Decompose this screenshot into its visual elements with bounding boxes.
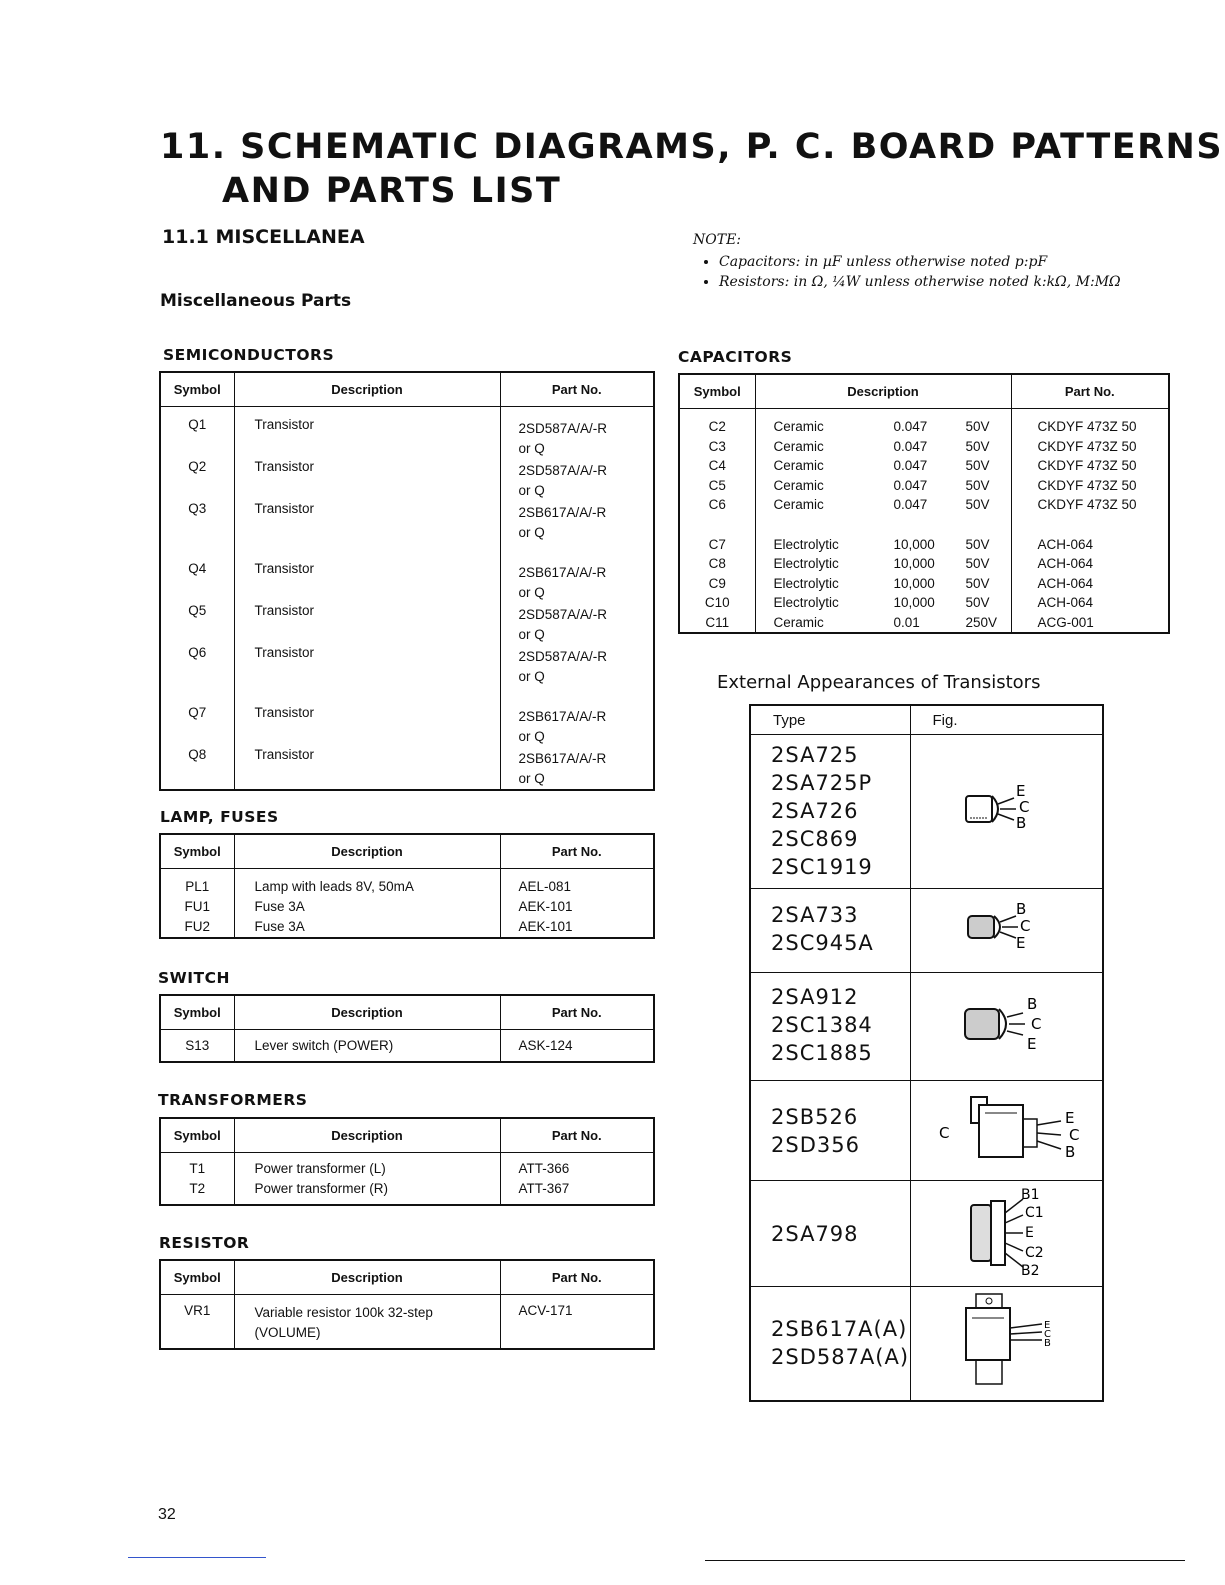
column-header-symbol: Symbol (160, 1260, 234, 1295)
capacitor-symbol: C9 (708, 575, 726, 591)
to92-small-icon (956, 898, 1056, 958)
switch-heading: SWITCH (158, 969, 230, 987)
description-cell: Power transformer (L) Power transformer (R) (234, 1153, 500, 1205)
capacitor-part: ACH-064 (1037, 575, 1094, 591)
page-title-line2: AND PARTS LIST (222, 171, 562, 211)
column-header-symbol: Symbol (160, 834, 234, 869)
capacitor-symbol: C7 (708, 536, 726, 552)
svg-text:C: C (1044, 1328, 1052, 1340)
page-title-line1: 11. SCHEMATIC DIAGRAMS, P. C. BOARD PATTERNS (160, 127, 1224, 167)
capacitors-table (678, 373, 1170, 634)
column-header-part-no: Part No. (1011, 374, 1169, 409)
description-cell: Transistor (234, 645, 500, 705)
table-header-row (160, 1118, 654, 1153)
part-cell: ASK-124 (500, 1030, 654, 1062)
type-list: 2SA912 2SC1384 2SC1885 (750, 973, 910, 1081)
capacitor-part: CKDYF 473Z 50 (1037, 419, 1137, 434)
svg-text:C: C (1031, 1015, 1042, 1033)
description-cell: Transistor (234, 561, 500, 603)
note-list (693, 252, 1121, 292)
column-header-part-no: Part No. (500, 834, 654, 869)
part-cell: AEL-081 AEK-101 AEK-101 (500, 869, 654, 939)
part-cell: 2SD587A/A/-R or Q (500, 459, 654, 501)
part-cell: 2SD587A/A/-R or Q (500, 603, 654, 645)
transistor-figure (910, 889, 1103, 973)
table-header-row (160, 995, 654, 1030)
symbol-cell (679, 409, 755, 634)
footer-rule-left (128, 1557, 266, 1558)
capacitor-part: CKDYF 473Z 50 (1037, 458, 1137, 473)
capacitor-part: ACH-064 (1037, 595, 1094, 610)
column-header-part-no: Part No. (500, 1118, 654, 1153)
page-number: 32 (158, 1506, 176, 1523)
svg-text:E: E (1065, 1109, 1075, 1127)
transistor-figure (910, 973, 1103, 1081)
svg-text:C: C (939, 1124, 950, 1142)
table-row (160, 501, 654, 561)
column-header-description: Description (234, 1118, 500, 1153)
capacitor-description: Electrolytic 10,000 50V (773, 556, 990, 571)
capacitor-part: CKDYF 473Z 50 (1037, 497, 1137, 512)
capacitor-description: Ceramic 0.047 50V (773, 419, 990, 434)
capacitor-description: Electrolytic 10,000 50V (773, 575, 990, 591)
type-list: 2SB617A(A) 2SD587A(A) (750, 1287, 910, 1401)
semiconductors-table (159, 371, 655, 791)
symbol-cell: Q7 (160, 705, 234, 747)
description-cell: Transistor (234, 705, 500, 747)
table-row (750, 1081, 1103, 1181)
note-label: NOTE: (693, 232, 742, 248)
table-row (160, 747, 654, 790)
symbol-cell: Q5 (160, 603, 234, 645)
capacitor-description: Ceramic 0.047 50V (773, 497, 990, 512)
capacitor-symbol: C4 (708, 458, 726, 473)
section-heading: 11.1 MISCELLANEA (162, 226, 365, 248)
table-row (750, 1287, 1103, 1401)
resistor-table (159, 1259, 655, 1350)
footer-rule-right (705, 1560, 1185, 1561)
svg-text:B: B (1016, 900, 1027, 918)
svg-text:C2: C2 (1025, 1245, 1044, 1261)
part-cell: 2SD587A/A/-R or Q (500, 645, 654, 705)
svg-text:C: C (1069, 1126, 1080, 1144)
table-row (160, 705, 654, 747)
symbol-cell: Q3 (160, 501, 234, 561)
column-header-part-no: Part No. (500, 1260, 654, 1295)
transistor-figure (910, 1287, 1103, 1401)
svg-text:E: E (1025, 1225, 1035, 1241)
svg-text:C1: C1 (1025, 1205, 1044, 1221)
symbol-cell: Q6 (160, 645, 234, 705)
part-cell: 2SB617A/A/-R or Q (500, 501, 654, 561)
capacitor-symbol: C5 (708, 477, 726, 493)
description-cell (755, 409, 1011, 634)
table-header-row (679, 374, 1169, 409)
table-row (750, 1181, 1103, 1287)
table-header-row (160, 1260, 654, 1295)
column-header-description: Description (755, 374, 1011, 409)
column-header-description: Description (234, 372, 500, 407)
symbol-cell: T1 T2 (160, 1153, 234, 1205)
column-header-part-no: Part No. (500, 995, 654, 1030)
capacitor-part: CKDYF 473Z 50 (1037, 438, 1137, 454)
table-row (160, 407, 654, 460)
page-title (160, 125, 1223, 213)
svg-text:B: B (1065, 1143, 1076, 1161)
svg-text:B: B (1027, 995, 1038, 1013)
type-list: 2SA733 2SC945A (750, 889, 910, 973)
table-row (160, 459, 654, 501)
part-cell: ACV-171 (500, 1295, 654, 1349)
symbol-cell: Q4 (160, 561, 234, 603)
column-header-description: Description (234, 995, 500, 1030)
part-cell: 2SD587A/A/-R or Q (500, 407, 654, 460)
note-item: • Capacitors: in µF unless otherwise noted p:pF (719, 252, 1121, 272)
capacitor-part: ACH-064 (1037, 556, 1094, 571)
table-row (160, 869, 654, 939)
column-header-symbol: Symbol (160, 372, 234, 407)
capacitor-symbol: C8 (708, 556, 726, 571)
table-row (160, 645, 654, 705)
description-cell: Transistor (234, 501, 500, 561)
to220-vertical-icon (946, 1288, 1066, 1394)
table-row (160, 1295, 654, 1349)
svg-text:E: E (1027, 1035, 1037, 1053)
svg-text:C: C (1020, 917, 1031, 935)
symbol-cell: S13 (160, 1030, 234, 1062)
column-header-part-no: Part No. (500, 372, 654, 407)
capacitor-part: CKDYF 473Z 50 (1037, 477, 1137, 493)
symbol-cell: Q8 (160, 747, 234, 790)
type-list: 2SA798 (750, 1181, 910, 1287)
transistor-figure (910, 1181, 1103, 1287)
column-header-description: Description (234, 834, 500, 869)
to220-icon (921, 1083, 1091, 1173)
column-header-description: Description (234, 1260, 500, 1295)
description-cell: Lamp with leads 8V, 50mA Fuse 3A Fuse 3A (234, 869, 500, 939)
to92-side-icon (956, 774, 1056, 844)
description-cell: Transistor (234, 747, 500, 790)
svg-text:B1: B1 (1021, 1187, 1040, 1203)
description-cell: Lever switch (POWER) (234, 1030, 500, 1062)
part-cell: 2SB617A/A/-R or Q (500, 705, 654, 747)
svg-text:B: B (1016, 814, 1027, 832)
note-item: • Resistors: in Ω, ¼W unless otherwise noted k:kΩ, M:MΩ (719, 272, 1121, 292)
capacitor-symbol: C10 (704, 595, 730, 610)
capacitor-description: Electrolytic 10,000 50V (773, 595, 990, 610)
column-header-symbol: Symbol (160, 995, 234, 1030)
capacitor-symbol: C2 (708, 419, 726, 434)
capacitor-part: ACH-064 (1037, 536, 1094, 552)
capacitor-symbol: C3 (708, 438, 726, 454)
svg-text:B2: B2 (1021, 1263, 1040, 1279)
type-list: 2SB526 2SD356 (750, 1081, 910, 1181)
capacitor-part: ACG-001 (1037, 614, 1094, 630)
part-cell (1011, 409, 1169, 634)
table-row (679, 409, 1169, 634)
column-header-symbol: Symbol (679, 374, 755, 409)
to92-large-icon (951, 989, 1061, 1059)
transistors-heading: External Appearances of Transistors (717, 672, 1041, 693)
capacitor-symbol: C11 (705, 614, 730, 630)
capacitor-symbol: C6 (708, 497, 726, 512)
capacitor-description: Ceramic 0.047 50V (773, 477, 990, 493)
symbol-cell: Q1 (160, 407, 234, 460)
table-row (160, 561, 654, 603)
column-header-type: Type (750, 705, 910, 735)
semiconductors-heading: SEMICONDUCTORS (163, 346, 335, 364)
description-cell: Transistor (234, 459, 500, 501)
lamp-fuses-heading: LAMP, FUSES (160, 808, 279, 826)
capacitor-description: Electrolytic 10,000 50V (773, 536, 990, 552)
transformers-table (159, 1117, 655, 1206)
dual-transistor-icon (951, 1181, 1061, 1281)
symbol-cell: VR1 (160, 1295, 234, 1349)
note-block (693, 230, 1121, 292)
svg-text:E: E (1044, 1319, 1051, 1331)
resistor-heading: RESISTOR (159, 1234, 250, 1252)
part-cell: 2SB617A/A/-R or Q (500, 747, 654, 790)
capacitors-heading: CAPACITORS (678, 348, 793, 366)
switch-table (159, 994, 655, 1063)
table-header-row (160, 372, 654, 407)
subsection-heading: Miscellaneous Parts (160, 291, 352, 311)
transformers-heading: TRANSFORMERS (158, 1091, 308, 1109)
svg-text:C: C (1019, 798, 1030, 816)
transistor-figure (910, 735, 1103, 889)
table-row (160, 603, 654, 645)
svg-text:B: B (1044, 1337, 1052, 1349)
svg-text:E: E (1016, 782, 1026, 800)
svg-text:E: E (1016, 934, 1026, 952)
transistor-appearance-table (749, 704, 1104, 1402)
table-row (750, 735, 1103, 889)
table-row (160, 1030, 654, 1062)
type-list: 2SA725 2SA725P 2SA726 2SC869 2SC1919 (750, 735, 910, 889)
part-cell: ATT-366 ATT-367 (500, 1153, 654, 1205)
column-header-symbol: Symbol (160, 1118, 234, 1153)
capacitor-description: Ceramic 0.047 50V (773, 458, 990, 473)
part-cell: 2SB617A/A/-R or Q (500, 561, 654, 603)
symbol-cell: Q2 (160, 459, 234, 501)
description-cell: Transistor (234, 407, 500, 460)
table-header-row (160, 834, 654, 869)
table-row (750, 973, 1103, 1081)
table-header-row (750, 705, 1103, 735)
description-cell: Variable resistor 100k 32-step (VOLUME) (234, 1295, 500, 1349)
symbol-cell: PL1 FU1 FU2 (160, 869, 234, 939)
table-row (750, 889, 1103, 973)
column-header-fig: Fig. (910, 705, 1103, 735)
table-row (160, 1153, 654, 1205)
description-cell: Transistor (234, 603, 500, 645)
capacitor-description: Ceramic 0.01 250V (773, 614, 998, 630)
capacitor-description: Ceramic 0.047 50V (773, 438, 990, 454)
lamp-fuses-table (159, 833, 655, 939)
transistor-figure (910, 1081, 1103, 1181)
